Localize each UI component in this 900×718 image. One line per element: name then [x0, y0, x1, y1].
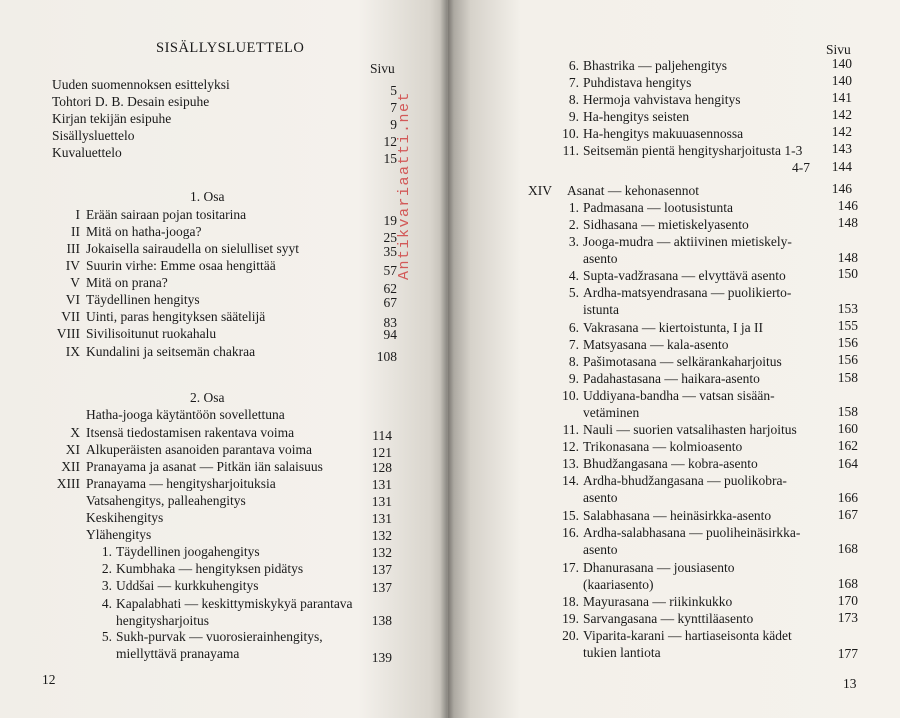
- asana-number: 17.: [562, 560, 579, 575]
- asana-label: Sarvangasana — kynttiläasento: [583, 611, 754, 626]
- exercise-label: Puhdistava hengitys: [583, 75, 692, 90]
- asana-label: Ardha-matsyendrasana — puolikierto-: [583, 285, 792, 300]
- exercise-page: 142: [831, 124, 852, 139]
- exercise-number: 4.: [101, 596, 112, 611]
- page-number: 12: [42, 672, 56, 687]
- part-heading: 2. Osa: [190, 390, 225, 405]
- chapter-label: Pranayama ja asanat — Pitkän iän salaisuus: [86, 459, 323, 474]
- part-heading: 1. Osa: [190, 189, 225, 204]
- asana-label: Ardha-bhudžangasana — puolikobra-: [583, 473, 787, 488]
- asana-page: 168: [837, 576, 858, 591]
- section-page: 131: [371, 511, 392, 526]
- asana-number: 6.: [568, 320, 579, 335]
- chapter-numeral: V: [70, 275, 80, 290]
- chapter-page: 83: [383, 315, 397, 330]
- exercise-number: 3.: [101, 578, 112, 593]
- asana-label: Uddiyana-bandha — vatsan sisään-: [583, 388, 775, 403]
- exercise-page: 143: [831, 141, 852, 156]
- asana-number: 5.: [568, 285, 579, 300]
- asana-page: 166: [837, 490, 858, 505]
- chapter-label: Itsensä tiedostamisen rakentava voima: [86, 425, 295, 440]
- exercise-label-cont: 4-7: [792, 160, 810, 175]
- asana-label-cont: asento: [583, 251, 618, 266]
- asana-page: 148: [837, 215, 858, 230]
- asana-page: 173: [837, 610, 858, 625]
- asana-label-cont: (kaariasento): [583, 577, 654, 592]
- exercise-page: 141: [831, 90, 852, 105]
- asana-label: Supta-vadžrasana — elvyttävä asento: [583, 268, 786, 283]
- chapter-numeral: XIV: [528, 183, 552, 198]
- chapter-page: 146: [831, 181, 852, 196]
- exercise-label: Ha-hengitys seisten: [583, 109, 690, 124]
- asana-label: Jooga-mudra — aktiivinen mietiskely-: [583, 234, 792, 249]
- asana-page: 146: [837, 198, 858, 213]
- exercise-page: 140: [831, 73, 852, 88]
- asana-label: Padmasana — lootusistunta: [583, 200, 733, 215]
- asana-page: 156: [837, 335, 858, 350]
- asana-page: 158: [837, 370, 858, 385]
- chapter-numeral: VI: [65, 292, 80, 307]
- exercise-number: 5.: [101, 629, 112, 644]
- section-label: Ylähengitys: [86, 527, 152, 542]
- exercise-page: 138: [371, 613, 392, 628]
- section-label: Keskihengitys: [86, 510, 164, 525]
- section-page: 131: [371, 494, 392, 509]
- asana-label-cont: asento: [583, 490, 618, 505]
- asana-label: Trikonasana — kolmioasento: [583, 439, 743, 454]
- toc-entry-page: 9: [390, 117, 397, 132]
- asana-page: 167: [837, 507, 858, 522]
- asana-number: 7.: [568, 337, 579, 352]
- section-page: 132: [371, 528, 392, 543]
- watermark: Antikvariaatti.net: [396, 90, 413, 280]
- exercise-number: 7.: [568, 75, 579, 90]
- exercise-number: 9.: [568, 109, 579, 124]
- asana-number: 9.: [568, 371, 579, 386]
- toc-entry-label: Uuden suomennoksen esittelyksi: [52, 77, 230, 92]
- asana-number: 12.: [562, 439, 579, 454]
- chapter-page: 62: [383, 281, 397, 296]
- part-subtitle: Hatha-jooga käytäntöön sovellettuna: [86, 407, 285, 422]
- exercise-page: 137: [371, 562, 392, 577]
- exercise-page: 139: [371, 650, 392, 665]
- chapter-label: Mitä on prana?: [86, 275, 168, 290]
- chapter-page: 114: [372, 428, 392, 443]
- asana-number: 10.: [562, 388, 579, 403]
- asana-number: 16.: [562, 525, 579, 540]
- exercise-page: 140: [831, 56, 852, 71]
- asana-label: Ardha-salabhasana — puoliheinäsirkka-: [583, 525, 801, 540]
- exercise-label-cont: hengitysharjoitus: [116, 613, 209, 628]
- asana-label: Pašimotasana — selkärankaharjoitus: [583, 354, 782, 369]
- chapter-page: 131: [371, 477, 392, 492]
- toc-entry-page: 5: [390, 83, 397, 98]
- asana-number: 4.: [568, 268, 579, 283]
- chapter-label: Mitä on hatha-jooga?: [86, 224, 202, 239]
- toc-entry-page: 12: [383, 134, 397, 149]
- toc-entry-page: 15: [383, 151, 397, 166]
- exercise-number: 8.: [568, 92, 579, 107]
- chapter-numeral: XII: [61, 459, 80, 474]
- asana-number: 20.: [562, 628, 579, 643]
- toc-entry-label: Kirjan tekijän esipuhe: [52, 111, 172, 126]
- asana-number: 15.: [562, 508, 579, 523]
- asana-page: 148: [837, 250, 858, 265]
- asana-page: 164: [837, 456, 858, 471]
- chapter-page: 57: [383, 263, 397, 278]
- asana-number: 3.: [568, 234, 579, 249]
- asana-number: 18.: [562, 594, 579, 609]
- chapter-page: 121: [371, 445, 392, 460]
- asana-label-cont: vetäminen: [583, 405, 640, 420]
- asana-page: 160: [837, 421, 858, 436]
- chapter-label: Pranayama — hengitysharjoituksia: [86, 476, 276, 491]
- exercise-label: Kapalabhati — keskittymiskykyä parantava: [116, 596, 353, 611]
- asana-number: 11.: [562, 422, 579, 437]
- exercise-number: 6.: [568, 58, 579, 73]
- asana-number: 14.: [562, 473, 579, 488]
- exercise-page: 137: [371, 580, 392, 595]
- asana-page: 170: [837, 593, 858, 608]
- section-label: Vatsahengitys, palleahengitys: [86, 493, 246, 508]
- asana-label: Salabhasana — heinäsirkka-asento: [583, 508, 772, 523]
- asana-label-cont: asento: [583, 542, 618, 557]
- toc-entry-page: 7: [390, 100, 397, 115]
- asana-label: Viparita-karani — hartiaseisonta kädet: [583, 628, 792, 643]
- chapter-numeral: XI: [65, 442, 80, 457]
- asana-label-cont: tukien lantiota: [583, 645, 661, 660]
- chapter-page: 35: [383, 244, 397, 259]
- chapter-label: Asanat — kehonasennot: [567, 183, 699, 198]
- asana-page: 168: [837, 541, 858, 556]
- chapter-page: 108: [376, 349, 397, 364]
- toc-entry-label: Tohtori D. B. Desain esipuhe: [52, 94, 210, 109]
- asana-label: Matsyasana — kala-asento: [583, 337, 729, 352]
- exercise-label: Sukh-purvak — vuorosierainhengitys,: [116, 629, 323, 644]
- chapter-page: 128: [371, 460, 392, 475]
- chapter-page: 67: [383, 295, 397, 310]
- chapter-numeral: IX: [65, 344, 80, 359]
- exercise-page: 132: [371, 545, 392, 560]
- asana-page: 158: [837, 404, 858, 419]
- toc-title: SISÄLLYSLUETTELO: [156, 40, 305, 56]
- asana-page: 177: [837, 646, 858, 661]
- asana-label: Sidhasana — mietiskelyasento: [583, 217, 749, 232]
- chapter-label: Uinti, paras hengityksen säätelijä: [86, 309, 266, 324]
- chapter-label: Erään sairaan pojan tositarina: [86, 207, 247, 222]
- asana-page: 155: [837, 318, 858, 333]
- asana-label-cont: istunta: [583, 302, 619, 317]
- exercise-label: Ha-hengitys makuuasennossa: [583, 126, 744, 141]
- chapter-label: Sivilisoitunut ruokahalu: [86, 326, 217, 341]
- toc-entry-label: Sisällysluettelo: [52, 128, 135, 143]
- asana-label: Dhanurasana — jousiasento: [583, 560, 735, 575]
- asana-label: Bhudžangasana — kobra-asento: [583, 456, 758, 471]
- asana-page: 150: [837, 266, 858, 281]
- exercise-label: Bhastrika — paljehengitys: [583, 58, 727, 73]
- exercise-label: Kumbhaka — hengityksen pidätys: [116, 561, 304, 576]
- toc-entry-label: Kuvaluettelo: [52, 145, 122, 160]
- exercise-number: 11.: [562, 143, 579, 158]
- chapter-numeral: I: [75, 207, 80, 222]
- asana-number: 8.: [568, 354, 579, 369]
- asana-label: Mayurasana — riikinkukko: [583, 594, 733, 609]
- exercise-number: 1.: [101, 544, 112, 559]
- chapter-numeral: IV: [65, 258, 80, 273]
- asana-label: Padahastasana — haikara-asento: [583, 371, 760, 386]
- chapter-label: Alkuperäisten asanoiden parantava voima: [86, 442, 313, 457]
- asana-number: 13.: [562, 456, 579, 471]
- asana-page: 156: [837, 352, 858, 367]
- exercise-number: 2.: [101, 561, 112, 576]
- asana-number: 1.: [568, 200, 579, 215]
- exercise-label: Uddšai — kurkkuhengitys: [116, 578, 259, 593]
- chapter-label: Täydellinen hengitys: [86, 292, 200, 307]
- asana-label: Vakrasana — kiertoistunta, I ja II: [583, 320, 763, 335]
- chapter-numeral: XIII: [56, 476, 80, 491]
- chapter-page: 94: [383, 327, 397, 342]
- exercise-label-cont: miellyttävä pranayama: [116, 646, 240, 661]
- exercise-label: Seitsemän pientä hengitysharjoitusta 1-3: [583, 143, 803, 158]
- asana-page: 153: [837, 301, 858, 316]
- chapter-page: 25: [383, 230, 397, 245]
- exercise-label: Täydellinen joogahengitys: [116, 544, 260, 559]
- asana-number: 2.: [568, 217, 579, 232]
- page-column-header: Sivu: [370, 61, 395, 76]
- asana-number: 19.: [562, 611, 579, 626]
- exercise-page: 142: [831, 107, 852, 122]
- chapter-label: Kundalini ja seitsemän chakraa: [86, 344, 256, 359]
- chapter-numeral: II: [71, 224, 80, 239]
- asana-page: 162: [837, 438, 858, 453]
- book-gutter: [440, 0, 454, 718]
- chapter-label: Suurin virhe: Emme osaa hengittää: [86, 258, 276, 273]
- exercise-label: Hermoja vahvistava hengitys: [583, 92, 741, 107]
- chapter-numeral: X: [70, 425, 80, 440]
- asana-label: Nauli — suorien vatsalihasten harjoitus: [583, 422, 797, 437]
- chapter-numeral: III: [66, 241, 80, 256]
- page-number: 13: [843, 676, 857, 691]
- chapter-numeral: VII: [61, 309, 80, 324]
- chapter-label: Jokaisella sairaudella on sielulliset syyt: [86, 241, 299, 256]
- chapter-page: 19: [383, 213, 397, 228]
- exercise-number: 10.: [562, 126, 579, 141]
- page-column-header: Sivu: [826, 42, 851, 57]
- exercise-page: 144: [831, 159, 852, 174]
- chapter-numeral: VIII: [56, 326, 80, 341]
